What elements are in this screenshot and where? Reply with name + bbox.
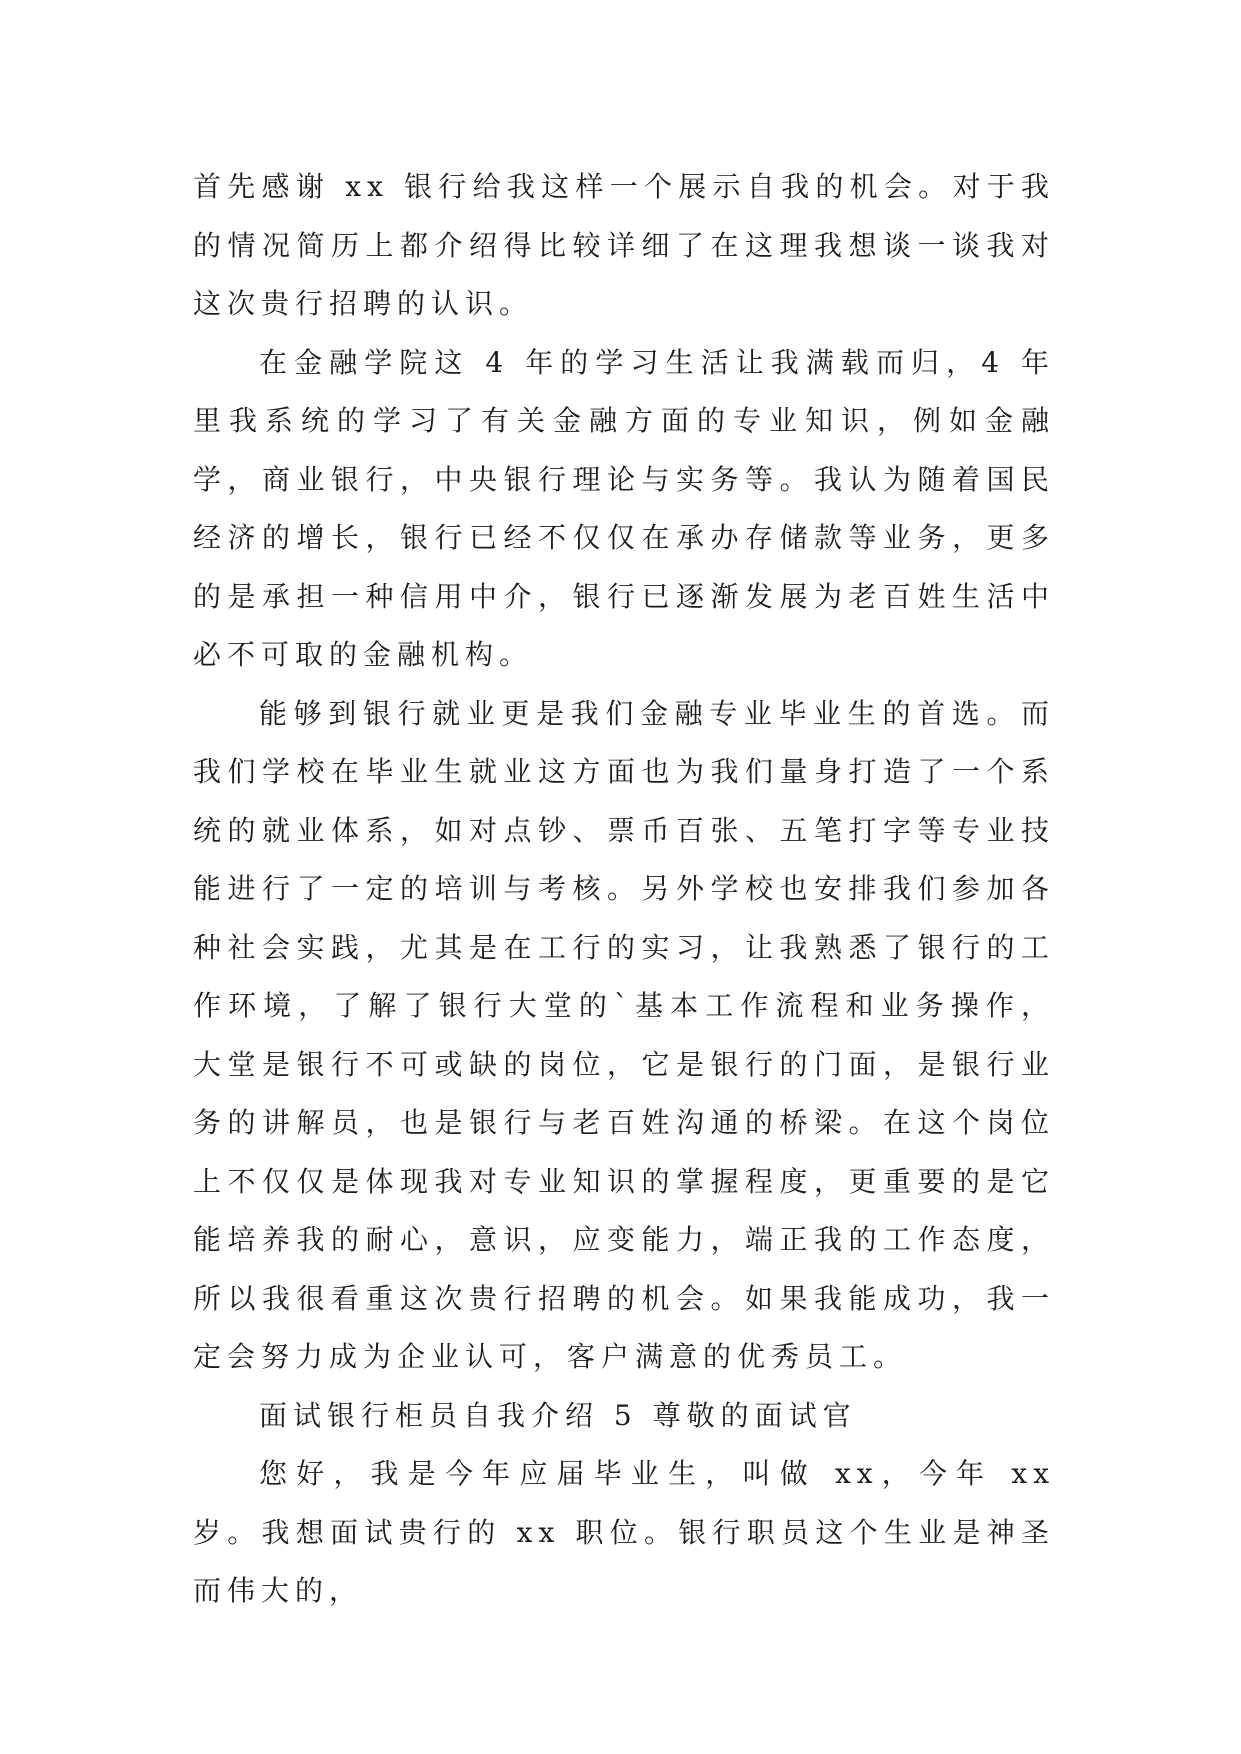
paragraph-greeting: 您好，我是今年应届毕业生，叫做 xx，今年 xx 岁。我想面试贵行的 xx 职位。银行职员这个生业是神圣而伟大的， (193, 1457, 1055, 1607)
paragraph-practice: 能够到银行就业更是我们金融专业毕业生的首选。而我们学校在毕业生就业这方面也为我们量身打造了一个系统的就业体系，如对点钞、票币百张、五笔打字等专业技能进行了一定的培训与考核。另外学校也安排我们参加各种社会实践，尤其是在工行的实习，让我熟悉了银行的工作环境，了解了银行大堂的`基本工作流程和业务操作，大堂是银行不可或缺的岗位，它是银行的门面，是银行业务的讲解员，也是银行与老百姓沟通的桥梁。在这个岗位上不仅仅是体现我对专业知识的掌握程度，更重要的是它能培养我的耐心，意识，应变能力，端正我的工作态度，所以我很看重这次贵行招聘的机会。如果我能成功，我一定会努力成为企业认可，客户满意的优秀员工。 (193, 696, 1055, 1373)
section-heading: 面试银行柜员自我介绍 5 尊敬的面试官 (259, 1398, 857, 1432)
paragraph-intro: 首先感谢 xx 银行给我这样一个展示自我的机会。对于我的情况简历上都介绍得比较详细了在这理我想谈一谈我对这次贵行招聘的认识。 (193, 170, 1055, 320)
document-body (193, 158, 1055, 1621)
paragraph-education: 在金融学院这 4 年的学习生活让我满载而归，4 年里我系统的学习了有关金融方面的专业知识，例如金融学，商业银行，中央银行理论与实务等。我认为随着国民经济的增长，银行已经不仅仅在承办存储款等业务，更多的是承担一种信用中介，银行已逐渐发展为老百姓生活中必不可取的金融机构。 (193, 345, 1055, 671)
